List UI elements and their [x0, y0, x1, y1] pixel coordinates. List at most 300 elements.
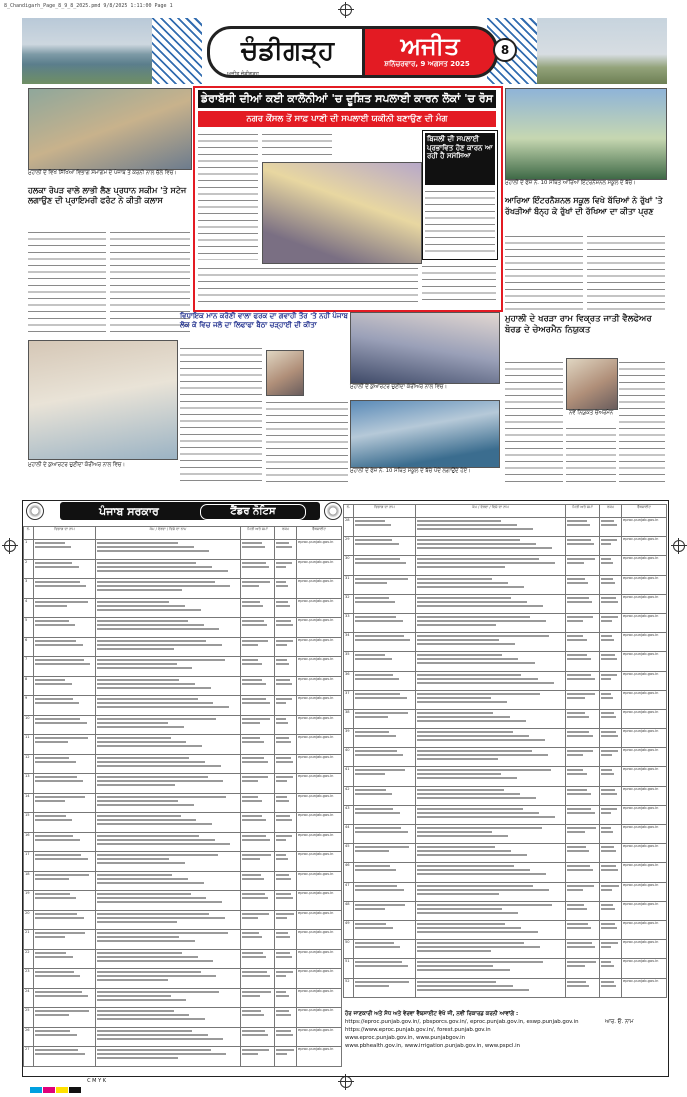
sidebar-body	[425, 187, 495, 257]
table-row	[24, 774, 342, 794]
table-cell	[600, 671, 622, 690]
table-cell	[600, 959, 622, 978]
table-cell	[34, 579, 96, 599]
table-cell	[566, 844, 600, 863]
table-cell	[275, 949, 297, 969]
table-cell	[354, 825, 416, 844]
table-cell	[600, 633, 622, 652]
col-header: ਰਕਮ	[600, 505, 622, 518]
table-cell	[566, 978, 600, 997]
table-cell	[275, 774, 297, 794]
table-cell	[354, 652, 416, 671]
table-cell	[34, 930, 96, 950]
table-cell	[241, 871, 275, 891]
table-cell	[600, 556, 622, 575]
website-cell: eproc.punjab.gov.in	[622, 652, 667, 671]
website-cell: eproc.punjab.gov.in	[297, 891, 342, 911]
left-body-text	[110, 228, 190, 336]
table-row	[344, 901, 667, 920]
website-cell: eproc.punjab.gov.in	[622, 633, 667, 652]
table-cell	[416, 729, 566, 748]
table-cell	[275, 813, 297, 833]
rakhi-caption: ਮੁਹਾਲੀ ਦੇ ਕੁਆਰਟਰ ਚੁਣੀਦਾ ਕੋਰੀਅਰ ਨਾਲ ਵਿਚ।	[28, 462, 125, 468]
middle-headline: ਵਿਧਾਇਕ ਮਾਨ ਕਰੋਣੀ ਵਾਲਾ ਫਰਕ ਦਾ ਗਵਾਹੀ ਤੌਰ 'ਤੇ ਨਹੀਂ ਪੰਜਾਬ ਲੋਕ ਕੇ ਵਿਚ ਜਲੇ ਦਾ ਲਿਫਾਫਾ ਬੈਠਾ ਚੜ੍ਹਾਈ ਦੀ ਕੀਤਾ	[180, 312, 348, 329]
table-cell	[416, 901, 566, 920]
tender-govt-label: ਪੰਜਾਬ ਸਰਕਾਰ	[99, 505, 159, 518]
table-cell	[566, 690, 600, 709]
row-number: 14	[24, 793, 34, 813]
col-header: ਵੈੱਬਸਾਈਟ	[622, 505, 667, 518]
website-cell: eproc.punjab.gov.in	[297, 1027, 342, 1047]
tender-footer-link[interactable]: https://eproc.punjab.gov.in/, pbsporcs.gov.in/, eproc.punjab.gov.in, eswp.punjab.gov.in	[345, 1019, 579, 1025]
table-row	[24, 832, 342, 852]
row-number: 50	[344, 940, 354, 959]
sidebar-headline: ਬਿਜਲੀ ਦੀ ਸਪਲਾਈ ਪ੍ਰਭਾਵਿਤ ਹੋਣ ਕਾਰਨ ਆ ਰਹੀ ਹੈ ਸਮੱਸਿਆ	[425, 133, 495, 185]
table-cell	[600, 613, 622, 632]
table-row	[344, 863, 667, 882]
table-cell	[96, 598, 241, 618]
col-header: ਵੈੱਬਸਾਈਟ	[297, 527, 342, 540]
col-header: ਨੰ.	[24, 527, 34, 540]
table-row	[344, 825, 667, 844]
table-cell	[275, 852, 297, 872]
website-cell: eproc.punjab.gov.in	[622, 825, 667, 844]
table-row	[24, 735, 342, 755]
table-cell	[600, 805, 622, 824]
table-cell	[34, 852, 96, 872]
table-cell	[600, 882, 622, 901]
color-bar-label: C M Y K	[87, 1078, 106, 1084]
right-headline: ਆਰਿਆ ਇੰਟਰਨੈਸ਼ਨਲ ਸਕੂਲ ਵਿਖੇ ਬੱਚਿਆਂ ਨੇ ਰੁੱਖਾਂ 'ਤੇ ਰੱਖੜੀਆਂ ਬੰਨ੍ਹ ਕੇ ਰੁੱਖਾਂ ਦੀ ਰੱਖਿਆ ਦਾ ਕੀਤਾ ਪ੍ਰਣ	[505, 196, 663, 216]
table-cell	[241, 930, 275, 950]
tender-notice-label: ਟੈਂਡਰ ਨੋਟਿਸ	[200, 504, 306, 520]
row-number: 30	[344, 556, 354, 575]
table-cell	[566, 767, 600, 786]
table-cell	[275, 540, 297, 560]
row-number: 17	[24, 852, 34, 872]
table-row	[24, 637, 342, 657]
table-cell	[241, 754, 275, 774]
table-cell	[241, 1027, 275, 1047]
table-cell	[354, 633, 416, 652]
table-cell	[34, 774, 96, 794]
table-cell	[96, 969, 241, 989]
table-cell	[241, 949, 275, 969]
lead-subheadline: ਨਗਰ ਕੌਂਸਲ ਤੋਂ ਸਾਫ਼ ਪਾਣੀ ਦੀ ਸਪਲਾਈ ਯਕੀਨੀ ਬਣਾਉਣ ਦੀ ਮੰਗ	[198, 111, 496, 127]
table-cell	[34, 676, 96, 696]
table-row	[24, 988, 342, 1008]
table-row	[344, 805, 667, 824]
registration-mark-icon	[673, 540, 685, 552]
table-cell	[354, 882, 416, 901]
middle-body-text	[180, 344, 262, 484]
table-cell	[96, 735, 241, 755]
table-row	[344, 709, 667, 728]
table-cell	[34, 735, 96, 755]
portrait-caption: ਨਵੇਂ ਨਿਯੁਕਤ ਚੇਅਰਮੈਨ	[568, 410, 614, 416]
table-row	[344, 748, 667, 767]
left-headline: ਹਲਕਾ ਰੋਪੜ ਵਾਲੇ ਲਾਭੀ ਲੈਣ ਪ੍ਰਧਾਨ ਸਕੀਮ 'ਤੇ ਸਟੇਜ ਲਗਾਉਣ ਦੀ ਪ੍ਰਾਇਮਰੀ ਫਰੰਟ ਨੇ ਕੀਤੀ ਕਲਾਸ	[28, 186, 187, 205]
table-cell	[34, 1008, 96, 1028]
table-cell	[416, 978, 566, 997]
row-number: 32	[344, 594, 354, 613]
table-row	[344, 671, 667, 690]
lead-body-text	[198, 264, 418, 304]
tender-footer-line: ਹੋਰ ਜਾਣਕਾਰੀ ਅਤੇ ਸੋਧ ਅਤੇ ਵੇਰਵਾ ਵੈਬਸਾਈਟ ਵੇਖੋ ਜੀ, ਨਵੀਂ ਰਿਕਾਰਡ ਕਰਨੀ ਆਵਾਂਗੇ :	[345, 1011, 519, 1017]
table-cell	[275, 715, 297, 735]
file-strip: 8_Chandigarh_Page_8_9_8_2025.pmd 9/8/2025 1:11:00 Page 1	[4, 3, 173, 9]
table-row	[344, 940, 667, 959]
table-row	[344, 920, 667, 939]
row-number: 51	[344, 959, 354, 978]
row-number: 8	[24, 676, 34, 696]
tender-footer-link[interactable]: https://www.eproc.punjab.gov.in/, forest.punjab.gov.in	[345, 1027, 491, 1033]
tender-table-left	[23, 526, 342, 1067]
table-cell	[96, 949, 241, 969]
table-cell	[96, 930, 241, 950]
table-cell	[416, 633, 566, 652]
table-cell	[96, 1027, 241, 1047]
monument-photo	[537, 18, 667, 84]
right-body-text	[587, 232, 665, 310]
sidebar-box	[422, 130, 498, 260]
table-row	[344, 786, 667, 805]
table-row	[24, 696, 342, 716]
table-cell	[416, 537, 566, 556]
table-cell	[96, 559, 241, 579]
meeting-caption: ਮੁਹਾਲੀ ਦੇ ਕੁਆਰਟਰ ਚੁਣੀਦਾ ਕੋਰੀਅਰ ਨਾਲ ਵਿਚ।	[350, 384, 447, 390]
website-cell: eproc.punjab.gov.in	[297, 559, 342, 579]
tender-title-bar	[60, 502, 320, 520]
residents-protest-photo	[262, 162, 422, 264]
table-cell	[566, 537, 600, 556]
table-cell	[241, 1047, 275, 1067]
color-bar	[30, 1078, 330, 1086]
table-cell	[34, 871, 96, 891]
table-cell	[566, 805, 600, 824]
row-number: 41	[344, 767, 354, 786]
table-cell	[354, 805, 416, 824]
punjab-emblem-icon	[26, 502, 44, 520]
website-cell: eproc.punjab.gov.in	[622, 805, 667, 824]
table-row	[24, 540, 342, 560]
table-cell	[275, 1027, 297, 1047]
website-cell: eproc.punjab.gov.in	[297, 988, 342, 1008]
table-cell	[566, 671, 600, 690]
row-number: 46	[344, 863, 354, 882]
table-cell	[354, 978, 416, 997]
table-row	[24, 657, 342, 677]
table-cell	[96, 793, 241, 813]
website-cell: eproc.punjab.gov.in	[297, 949, 342, 969]
table-cell	[34, 637, 96, 657]
tender-footer-link[interactable]: www.pbhealth.gov.in, www.irrigation.punjab.gov.in, www.pspcl.in	[345, 1043, 521, 1049]
table-cell	[241, 891, 275, 911]
row-number: 34	[344, 633, 354, 652]
row-number: 28	[344, 518, 354, 537]
table-cell	[600, 518, 622, 537]
table-cell	[34, 657, 96, 677]
col-header: ਵਿਭਾਗ ਦਾ ਨਾਮ	[354, 505, 416, 518]
city-name: ਚੰਡੀਗੜ੍ਹ	[207, 26, 368, 78]
table-cell	[600, 940, 622, 959]
row-number: 31	[344, 575, 354, 594]
press-conference-photo	[28, 88, 192, 170]
website-cell: eproc.punjab.gov.in	[297, 598, 342, 618]
table-cell	[96, 579, 241, 599]
table-cell	[354, 556, 416, 575]
row-number: 23	[24, 969, 34, 989]
table-cell	[416, 805, 566, 824]
table-cell	[96, 891, 241, 911]
website-cell: eproc.punjab.gov.in	[297, 813, 342, 833]
lead-body-text	[422, 262, 496, 304]
table-cell	[566, 959, 600, 978]
right-mid-body-text	[505, 358, 563, 484]
table-cell	[354, 901, 416, 920]
row-number: 7	[24, 657, 34, 677]
table-cell	[416, 613, 566, 632]
table-cell	[566, 594, 600, 613]
table-cell	[275, 910, 297, 930]
row-number: 45	[344, 844, 354, 863]
table-row	[24, 813, 342, 833]
table-cell	[275, 657, 297, 677]
col-header: ਕੰਮ / ਵੇਰਵਾ / ਵਿਸ਼ੇ ਦਾ ਨਾਮ	[96, 527, 241, 540]
table-row	[344, 690, 667, 709]
website-cell: eproc.punjab.gov.in	[297, 696, 342, 716]
table-cell	[275, 754, 297, 774]
table-cell	[600, 690, 622, 709]
tender-table-right	[343, 504, 667, 998]
website-cell: eproc.punjab.gov.in	[297, 754, 342, 774]
table-cell	[354, 863, 416, 882]
table-cell	[34, 715, 96, 735]
table-cell	[241, 774, 275, 794]
table-cell	[566, 863, 600, 882]
table-row	[24, 910, 342, 930]
issue-date: ਸ਼ਨਿੱਚਰਵਾਰ, 9 ਅਗਸਤ 2025	[384, 60, 470, 68]
table-cell	[416, 575, 566, 594]
table-cell	[600, 978, 622, 997]
website-cell: eproc.punjab.gov.in	[297, 871, 342, 891]
row-number: 42	[344, 786, 354, 805]
tender-footer-link[interactable]: www.eproc.punjab.gov.in, www.punjabgov.in	[345, 1035, 466, 1041]
right-top-caption: ਮੁਹਾਲੀ ਦੇ ਫੇਜ਼ ਨੰ. 10 ਸਥਿਤ ਆਰਿਆ ਇੰਟਰਨੈਸ਼ਨਲ ਸਕੂਲ ਦੇ ਬੱਚੇ।	[505, 180, 636, 186]
table-row	[344, 652, 667, 671]
website-cell: eproc.punjab.gov.in	[297, 637, 342, 657]
table-cell	[566, 613, 600, 632]
table-cell	[96, 813, 241, 833]
table-cell	[275, 676, 297, 696]
table-cell	[354, 940, 416, 959]
table-cell	[275, 559, 297, 579]
website-cell: eproc.punjab.gov.in	[622, 940, 667, 959]
row-number: 11	[24, 735, 34, 755]
website-cell: eproc.punjab.gov.in	[297, 832, 342, 852]
row-number: 3	[24, 579, 34, 599]
table-cell	[354, 594, 416, 613]
table-row	[344, 959, 667, 978]
row-number: 21	[24, 930, 34, 950]
table-row	[344, 518, 667, 537]
school-children-photo	[505, 88, 667, 180]
table-cell	[275, 793, 297, 813]
table-cell	[34, 949, 96, 969]
table-cell	[275, 735, 297, 755]
table-row	[24, 579, 342, 599]
table-cell	[241, 735, 275, 755]
row-number: 9	[24, 696, 34, 716]
col-header: ਵਿਭਾਗ ਦਾ ਨਾਮ	[34, 527, 96, 540]
table-row	[24, 871, 342, 891]
table-cell	[34, 618, 96, 638]
page-number: 8	[493, 38, 517, 62]
table-cell	[241, 1008, 275, 1028]
table-cell	[241, 676, 275, 696]
lead-body-text	[198, 130, 258, 260]
left-body-text	[28, 228, 106, 336]
table-cell	[34, 969, 96, 989]
table-cell	[241, 813, 275, 833]
row-number: 4	[24, 598, 34, 618]
table-row	[344, 537, 667, 556]
table-cell	[600, 786, 622, 805]
table-cell	[275, 1008, 297, 1028]
table-cell	[275, 969, 297, 989]
website-cell: eproc.punjab.gov.in	[622, 556, 667, 575]
table-cell	[96, 637, 241, 657]
website-cell: eproc.punjab.gov.in	[297, 715, 342, 735]
pattern-decoration	[152, 18, 202, 84]
website-cell: eproc.punjab.gov.in	[622, 729, 667, 748]
table-cell	[96, 696, 241, 716]
table-cell	[241, 559, 275, 579]
table-cell	[241, 969, 275, 989]
table-cell	[34, 1027, 96, 1047]
table-row	[24, 618, 342, 638]
table-cell	[416, 786, 566, 805]
table-cell	[566, 940, 600, 959]
table-cell	[600, 844, 622, 863]
table-row	[24, 793, 342, 813]
row-number: 35	[344, 652, 354, 671]
table-cell	[416, 652, 566, 671]
table-cell	[96, 910, 241, 930]
table-cell	[600, 920, 622, 939]
table-cell	[600, 729, 622, 748]
table-cell	[354, 518, 416, 537]
table-cell	[600, 575, 622, 594]
table-cell	[416, 556, 566, 575]
table-cell	[241, 696, 275, 716]
table-row	[24, 715, 342, 735]
website-cell: eproc.punjab.gov.in	[297, 676, 342, 696]
lead-body-text	[262, 130, 332, 160]
website-cell: eproc.punjab.gov.in	[297, 910, 342, 930]
table-row	[24, 1047, 342, 1067]
table-cell	[354, 537, 416, 556]
row-number: 12	[24, 754, 34, 774]
table-cell	[96, 852, 241, 872]
table-cell	[96, 1008, 241, 1028]
table-cell	[354, 613, 416, 632]
table-cell	[241, 715, 275, 735]
row-number: 16	[24, 832, 34, 852]
table-cell	[34, 891, 96, 911]
table-cell	[275, 696, 297, 716]
row-number: 40	[344, 748, 354, 767]
table-cell	[600, 767, 622, 786]
website-cell: eproc.punjab.gov.in	[622, 786, 667, 805]
table-cell	[566, 786, 600, 805]
website-cell: eproc.punjab.gov.in	[622, 709, 667, 728]
table-cell	[566, 748, 600, 767]
table-cell	[566, 575, 600, 594]
row-number: 36	[344, 671, 354, 690]
website-cell: eproc.punjab.gov.in	[622, 901, 667, 920]
students-umbrella-photo	[350, 400, 500, 468]
table-row	[24, 676, 342, 696]
table-cell	[34, 910, 96, 930]
table-row	[344, 844, 667, 863]
website-cell: eproc.punjab.gov.in	[297, 852, 342, 872]
row-number: 29	[344, 537, 354, 556]
table-cell	[275, 637, 297, 657]
website-cell: eproc.punjab.gov.in	[297, 1008, 342, 1028]
website-cell: eproc.punjab.gov.in	[297, 793, 342, 813]
table-cell	[241, 637, 275, 657]
table-row	[344, 978, 667, 997]
table-row	[24, 754, 342, 774]
row-number: 1	[24, 540, 34, 560]
table-cell	[241, 618, 275, 638]
table-cell	[275, 579, 297, 599]
table-row	[24, 969, 342, 989]
table-cell	[416, 844, 566, 863]
table-cell	[416, 518, 566, 537]
table-row	[344, 594, 667, 613]
paper-name: ਅਜੀਤ	[362, 26, 498, 78]
lead-headline: ਡੇਰਾਬੱਸੀ ਦੀਆਂ ਕਈ ਕਾਲੋਨੀਆਂ 'ਚ ਦੂਸ਼ਿਤ ਸਪਲਾਈ ਕਾਰਨ ਲੋਕਾਂ 'ਚ ਰੋਸ	[198, 90, 496, 108]
website-cell: eproc.punjab.gov.in	[622, 537, 667, 556]
table-cell	[96, 657, 241, 677]
col-header: ਨੰ.	[344, 505, 354, 518]
punjab-emblem-icon	[324, 502, 342, 520]
table-cell	[416, 709, 566, 728]
table-cell	[354, 959, 416, 978]
row-number: 5	[24, 618, 34, 638]
table-cell	[416, 959, 566, 978]
rakhi-photo	[28, 340, 178, 460]
table-row	[24, 949, 342, 969]
table-cell	[34, 754, 96, 774]
table-cell	[241, 852, 275, 872]
students-caption: ਮੁਹਾਲੀ ਦੇ ਫੇਜ਼ ਨੰ. 10 ਸਥਿਤ ਸਕੂਲ ਦੇ ਬੱਚੇ ਪੌਦੇ ਲਗਾਉਂਦੇ ਹੋਏ।	[350, 468, 471, 474]
row-number: 22	[24, 949, 34, 969]
row-number: 39	[344, 729, 354, 748]
table-cell	[354, 709, 416, 728]
table-cell	[96, 1047, 241, 1067]
lake-photo	[22, 18, 152, 84]
row-number: 10	[24, 715, 34, 735]
table-row	[24, 891, 342, 911]
table-cell	[96, 715, 241, 735]
table-cell	[566, 901, 600, 920]
table-cell	[275, 930, 297, 950]
website-cell: eproc.punjab.gov.in	[622, 518, 667, 537]
website-cell: eproc.punjab.gov.in	[297, 735, 342, 755]
